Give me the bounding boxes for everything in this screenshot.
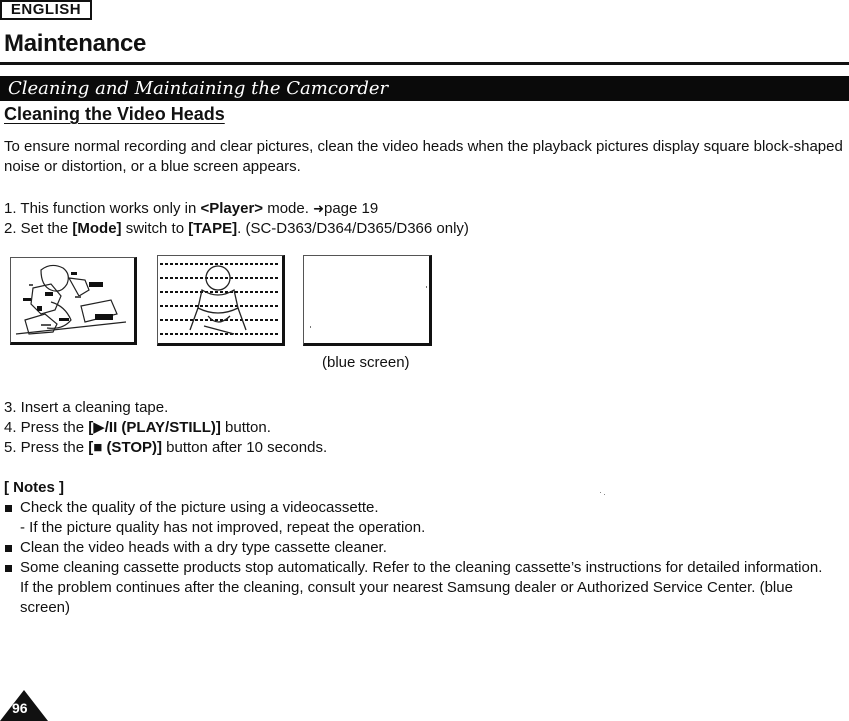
language-tab: ENGLISH xyxy=(0,0,92,20)
banner-title: Cleaning and Maintaining the Camcorder xyxy=(8,78,389,99)
step-text: button after 10 seconds. xyxy=(162,439,328,456)
step-text: 3. Insert a cleaning tape. xyxy=(4,399,169,416)
step-keyword: [▶/II (PLAY/STILL)] xyxy=(88,419,221,436)
bullet-icon xyxy=(5,565,12,572)
step-2 xyxy=(4,219,469,239)
note-item: Some cleaning cassette products stop automatically. Refer to the cleaning cassette’s instructions for detailed information. If the problem continues after the cleaning, consult your nearest Samsung dealer or Authorized Service Center. (blue screen) xyxy=(20,559,823,616)
blue-screen-illustration xyxy=(304,256,429,343)
section-title: Maintenance xyxy=(4,30,147,57)
bullet-icon xyxy=(5,505,12,512)
step-4 xyxy=(4,418,271,438)
step-text: 5. Press the xyxy=(4,439,89,456)
page-subtitle: Cleaning the Video Heads xyxy=(4,104,225,124)
page-reference: page 19 xyxy=(323,200,379,217)
title-divider xyxy=(0,62,849,65)
step-1 xyxy=(4,199,378,219)
distorted-picture-figure xyxy=(10,257,137,345)
step-keyword: <Player> xyxy=(200,200,264,217)
arrow-icon: ➜ xyxy=(313,201,324,216)
step-keyword: [Mode] xyxy=(72,220,122,237)
step-text: 1. This function works only in xyxy=(4,200,201,217)
topic-banner xyxy=(0,76,849,101)
step-text: . (SC-D363/D364/D365/D366 only) xyxy=(237,220,469,237)
note-item: Clean the video heads with a dry type cassette cleaner. xyxy=(20,539,387,556)
step-text: switch to xyxy=(121,220,189,237)
step-text: button. xyxy=(220,419,271,436)
step-keyword: [■ (STOP)] xyxy=(88,439,162,456)
note-subitem: - If the picture quality has not improved, repeat the operation. xyxy=(20,519,426,536)
scan-speck xyxy=(600,492,606,495)
step-3 xyxy=(4,398,168,418)
block-noise-illustration xyxy=(158,256,282,343)
block-noise-figure xyxy=(157,255,285,346)
bullet-icon xyxy=(5,545,12,552)
note-item: Check the quality of the picture using a videocassette. xyxy=(20,499,379,516)
notes-heading: [ Notes ] xyxy=(4,479,64,496)
blue-screen-figure xyxy=(303,255,432,346)
intro-paragraph: To ensure normal recording and clear pictures, clean the video heads when the playback pictures display square block-shaped noise or distortion, or a blue screen appears. xyxy=(4,138,843,175)
step-keyword: [TAPE] xyxy=(188,220,238,237)
step-text: mode. xyxy=(263,200,314,217)
figure-caption: (blue screen) xyxy=(322,354,410,371)
page-number: 96 xyxy=(12,700,28,716)
distorted-picture-illustration xyxy=(11,258,134,342)
step-text: 2. Set the xyxy=(4,220,73,237)
step-text: 4. Press the xyxy=(4,419,89,436)
step-5 xyxy=(4,438,327,458)
